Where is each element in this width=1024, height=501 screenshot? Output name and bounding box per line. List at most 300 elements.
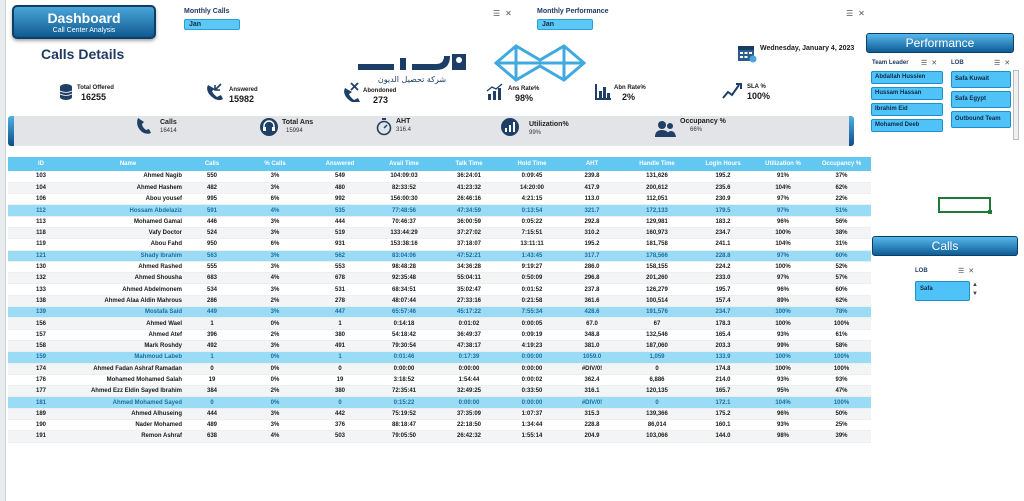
table-cell: Ahmed Atef <box>74 329 182 340</box>
table-cell: 104% <box>754 239 812 250</box>
table-cell: 230.9 <box>692 194 754 205</box>
table-cell: 296.8 <box>562 273 622 284</box>
table-row <box>8 397 871 408</box>
table-cell: 489 <box>182 420 242 431</box>
table-cell: 37:35:09 <box>436 408 502 419</box>
table-cell: 165.7 <box>692 386 754 397</box>
table-cell: 106 <box>8 194 74 205</box>
table-cell: 9:19:27 <box>502 261 562 272</box>
table-cell: 68:34:51 <box>372 284 436 295</box>
table-cell: 38% <box>812 227 871 238</box>
calls-lob-option[interactable]: Safa <box>915 281 970 301</box>
table-cell: 1059.0 <box>562 352 622 363</box>
table-cell: 156 <box>8 318 74 329</box>
table-cell: 531 <box>308 284 372 295</box>
table-cell: 0:21:58 <box>502 295 562 306</box>
kpi-sla <box>747 84 770 101</box>
table-cell: 82:33:52 <box>372 182 436 193</box>
table-cell: 1:55:14 <box>502 431 562 442</box>
table-cell: 562 <box>308 250 372 261</box>
table-cell: 0:00:00 <box>502 363 562 374</box>
table-cell: 3% <box>242 216 308 227</box>
table-cell: 0:00:00 <box>372 363 436 374</box>
table-cell: 381.0 <box>562 340 622 351</box>
table-cell: Mahmoud Labeb <box>74 352 182 363</box>
table-cell: 0:33:50 <box>502 386 562 397</box>
table-cell: 19 <box>182 374 242 385</box>
table-cell: 104% <box>754 397 812 408</box>
table-cell: 97% <box>754 273 812 284</box>
table-cell: 1,059 <box>622 352 692 363</box>
table-cell: 535 <box>308 205 372 216</box>
table-cell: 27:33:16 <box>436 295 502 306</box>
table-cell: Vafy Doctor <box>74 227 182 238</box>
table-cell: 67.0 <box>562 318 622 329</box>
table-cell: 189 <box>8 408 74 419</box>
table-cell: 449 <box>182 307 242 318</box>
table-cell: 237.8 <box>562 284 622 295</box>
monthly-calls-filter-tools[interactable]: ☰✕ <box>493 9 517 18</box>
table-cell: 0% <box>242 363 308 374</box>
table-cell: 70:46:37 <box>372 216 436 227</box>
kpi-value: 15982 <box>229 94 255 104</box>
table-cell: 0:09:45 <box>502 171 562 182</box>
table-cell: 133.9 <box>692 352 754 363</box>
table-row <box>8 363 871 374</box>
table-cell: 0:00:00 <box>502 397 562 408</box>
column-header: ID <box>8 157 74 171</box>
table-cell: 447 <box>308 307 372 318</box>
report-date: Wednesday, January 4, 2023 <box>760 45 855 52</box>
table-cell: Ahmed Rashed <box>74 261 182 272</box>
table-cell: 31% <box>812 239 871 250</box>
table-row <box>8 171 871 182</box>
table-cell: 181 <box>8 397 74 408</box>
table-cell: 104:09:03 <box>372 171 436 182</box>
table-cell: 103,066 <box>622 431 692 442</box>
chart-bars-icon <box>594 82 612 101</box>
lob-option[interactable]: Outbound Team <box>951 111 1011 128</box>
table-cell: 0% <box>242 374 308 385</box>
table-cell: 2% <box>242 386 308 397</box>
table-cell: 278 <box>308 295 372 306</box>
table-cell: 139 <box>8 307 74 318</box>
table-cell: 158,155 <box>622 261 692 272</box>
company-logo-arabic <box>352 46 472 88</box>
table-cell: 286 <box>182 295 242 306</box>
table-cell: 104% <box>754 182 812 193</box>
table-cell: 233.0 <box>692 273 754 284</box>
table-cell: 126,279 <box>622 284 692 295</box>
trend-line-icon <box>722 82 744 100</box>
fill-handle[interactable] <box>988 210 992 214</box>
table-cell: 172,133 <box>622 205 692 216</box>
table-cell: 550 <box>182 171 242 182</box>
band-value: 16414 <box>160 128 177 134</box>
table-row <box>8 261 871 272</box>
lob-filter-tools[interactable]: ☰✕ <box>994 60 1015 67</box>
monthly-performance-filter-tools[interactable]: ☰✕ <box>846 9 870 18</box>
table-cell: 75:19:52 <box>372 408 436 419</box>
table-cell: 138 <box>8 295 74 306</box>
table-cell: 47:38:17 <box>436 340 502 351</box>
band-value: 316.4 <box>396 127 412 133</box>
table-cell: 72:35:41 <box>372 386 436 397</box>
table-cell: 112 <box>8 205 74 216</box>
column-header: Occupancy % <box>812 157 871 171</box>
table-cell: 45:17:22 <box>436 307 502 318</box>
table-cell: 36:24:01 <box>436 171 502 182</box>
table-cell: 100% <box>812 318 871 329</box>
kpi-value: 2% <box>622 92 636 102</box>
table-cell: Ahmed Alaa Aldin Mahrous <box>74 295 182 306</box>
kpi-label: Abondoned <box>363 88 397 94</box>
table-row <box>8 386 871 397</box>
table-cell: Ahmed Nagib <box>74 171 182 182</box>
table-cell: 224.2 <box>692 261 754 272</box>
database-icon <box>60 84 72 100</box>
table-cell: 37% <box>812 171 871 182</box>
table-cell: 56% <box>812 216 871 227</box>
table-cell: 93% <box>754 329 812 340</box>
table-cell: 200,612 <box>622 182 692 193</box>
table-cell: 47% <box>812 386 871 397</box>
table-cell: 98% <box>754 431 812 442</box>
table-cell: 524 <box>182 227 242 238</box>
table-cell: 348.8 <box>562 329 622 340</box>
table-cell: 234.7 <box>692 227 754 238</box>
table-cell: 51% <box>812 205 871 216</box>
table-cell: 179.5 <box>692 205 754 216</box>
table-row <box>8 374 871 385</box>
table-cell: 3% <box>242 340 308 351</box>
kpi-total-offered <box>77 85 114 102</box>
table-cell: Ahmed Wael <box>74 318 182 329</box>
table-cell: 190 <box>8 420 74 431</box>
logo-tagline: شركة تحصيل الديون <box>377 75 447 84</box>
table-cell: 26:42:32 <box>436 431 502 442</box>
table-cell: 6,886 <box>622 374 692 385</box>
table-cell: 139,366 <box>622 408 692 419</box>
table-cell: 4:21:15 <box>502 194 562 205</box>
table-cell: 14:20:00 <box>502 182 562 193</box>
band-label: Utilization% <box>529 121 569 128</box>
table-cell: 65:57:46 <box>372 307 436 318</box>
table-cell: 96% <box>754 284 812 295</box>
table-cell: 555 <box>182 261 242 272</box>
table-cell: 103 <box>8 171 74 182</box>
band-value: 99% <box>529 130 542 136</box>
table-cell: 100,514 <box>622 295 692 306</box>
table-cell: 362.4 <box>562 374 622 385</box>
table-cell: 160.1 <box>692 420 754 431</box>
table-row <box>8 408 871 419</box>
team-leader-option[interactable]: Ibrahim Eid <box>871 103 943 116</box>
table-cell: 203.3 <box>692 340 754 351</box>
table-cell: Ahmed Abdelmonem <box>74 284 182 295</box>
table-cell: 61% <box>812 329 871 340</box>
table-cell: 239.8 <box>562 171 622 182</box>
table-cell: 0 <box>182 397 242 408</box>
table-cell: 78% <box>812 307 871 318</box>
table-cell: 98:48:28 <box>372 261 436 272</box>
table-cell: Hossam Abdelaziz <box>74 205 182 216</box>
table-cell: 0:00:02 <box>502 374 562 385</box>
kpi-abondoned <box>363 88 396 105</box>
table-cell: 0:00:00 <box>436 397 502 408</box>
selected-cell[interactable] <box>938 197 991 213</box>
table-cell: 317.7 <box>562 250 622 261</box>
table-cell: 683 <box>182 273 242 284</box>
table-cell: 177 <box>8 386 74 397</box>
performance-title: Performance <box>866 33 1014 53</box>
table-cell: 228.8 <box>692 250 754 261</box>
table-cell: 89% <box>754 295 812 306</box>
table-cell: 376 <box>308 420 372 431</box>
table-cell: 165.4 <box>692 329 754 340</box>
summary-band-cap-right <box>849 116 854 146</box>
table-cell: 950 <box>182 239 242 250</box>
table-cell: 97% <box>754 250 812 261</box>
monthly-performance-slicer[interactable]: Jan <box>537 19 593 30</box>
table-cell: 58% <box>812 340 871 351</box>
lob-scrollbar[interactable] <box>1013 70 1019 140</box>
table-row <box>8 216 871 227</box>
table-cell: 321.7 <box>562 205 622 216</box>
team-leader-filter-tools[interactable]: ☰✕ <box>921 60 942 67</box>
table-cell: 195.7 <box>692 284 754 295</box>
table-cell: Shady Ibrahim <box>74 250 182 261</box>
table-cell: 79:30:54 <box>372 340 436 351</box>
column-header: % Calls <box>242 157 308 171</box>
users-icon <box>654 120 676 138</box>
table-cell: 384 <box>182 386 242 397</box>
table-cell: 491 <box>308 340 372 351</box>
table-cell: 130 <box>8 261 74 272</box>
column-header: Name <box>74 157 182 171</box>
table-cell: 3% <box>242 284 308 295</box>
table-cell: 316.1 <box>562 386 622 397</box>
table-cell: 22:18:50 <box>436 420 502 431</box>
calls-details-table <box>8 157 871 443</box>
table-cell: 153:38:16 <box>372 239 436 250</box>
kpi-label: SLA % <box>747 84 766 90</box>
table-cell: 992 <box>308 194 372 205</box>
table-cell: 1:34:44 <box>502 420 562 431</box>
table-row <box>8 284 871 295</box>
band-label: Calls <box>160 119 177 126</box>
table-cell: 1 <box>182 352 242 363</box>
dashboard-title-box <box>12 5 156 39</box>
table-cell: 7:55:34 <box>502 307 562 318</box>
table-cell: 174.8 <box>692 363 754 374</box>
column-header: AHT <box>562 157 622 171</box>
table-cell: Remon Ashraf <box>74 431 182 442</box>
table-cell: 0 <box>308 397 372 408</box>
table-cell: 95% <box>754 386 812 397</box>
table-cell: 97% <box>754 205 812 216</box>
table-cell: 92:35:48 <box>372 273 436 284</box>
table-cell: 178.3 <box>692 318 754 329</box>
table-cell: 0:50:09 <box>502 273 562 284</box>
team-leader-option[interactable]: Abdallah Hussien <box>871 71 943 84</box>
table-cell: 1 <box>182 318 242 329</box>
table-cell: 563 <box>182 250 242 261</box>
table-cell: 104 <box>8 182 74 193</box>
table-cell: 0% <box>242 397 308 408</box>
table-cell: 292.8 <box>562 216 622 227</box>
table-cell: 60% <box>812 250 871 261</box>
table-cell: 100% <box>754 227 812 238</box>
table-cell: 113 <box>8 216 74 227</box>
table-cell: 0:05:22 <box>502 216 562 227</box>
table-cell: 0:01:02 <box>436 318 502 329</box>
table-cell: 100% <box>754 307 812 318</box>
table-cell: 62% <box>812 295 871 306</box>
table-cell: 157.4 <box>692 295 754 306</box>
table-cell: 34:36:28 <box>436 261 502 272</box>
table-cell: Ahmed Hashem <box>74 182 182 193</box>
dashboard-subtitle: Call Center Analysis <box>52 27 116 34</box>
table-cell: 113.0 <box>562 194 622 205</box>
table-cell: 156:00:30 <box>372 194 436 205</box>
monthly-performance-label: Monthly Performance <box>537 8 609 15</box>
table-cell: 7:15:51 <box>502 227 562 238</box>
table-cell: 2% <box>242 329 308 340</box>
calls-lob-scroll-arrows[interactable]: ▲ ▼ <box>972 282 978 297</box>
table-row <box>8 431 871 442</box>
team-leader-option[interactable]: Hussam Hassan <box>871 87 943 100</box>
table-cell: 3% <box>242 420 308 431</box>
table-cell: 52% <box>812 261 871 272</box>
band-label: Occupancy % <box>680 118 726 125</box>
table-cell: 50% <box>812 408 871 419</box>
table-cell: 492 <box>182 340 242 351</box>
table-cell: 482 <box>182 182 242 193</box>
table-cell: 241.1 <box>692 239 754 250</box>
table-cell: 380 <box>308 329 372 340</box>
table-cell: 235.6 <box>692 182 754 193</box>
table-cell: 553 <box>308 261 372 272</box>
table-cell: 0:14:18 <box>372 318 436 329</box>
team-leader-label: Team Leader <box>872 60 909 66</box>
table-cell: 1:54:44 <box>436 374 502 385</box>
table-cell: 286.0 <box>562 261 622 272</box>
table-cell: 100% <box>754 261 812 272</box>
table-cell: 100% <box>754 318 812 329</box>
table-cell: 0 <box>182 363 242 374</box>
table-cell: 444 <box>308 216 372 227</box>
table-cell: 159 <box>8 352 74 363</box>
table-cell: 32:49:25 <box>436 386 502 397</box>
table-cell: 181,758 <box>622 239 692 250</box>
table-cell: 480 <box>308 182 372 193</box>
table-cell: 1 <box>308 352 372 363</box>
table-cell: 0% <box>242 318 308 329</box>
table-cell: 1 <box>308 318 372 329</box>
column-header: Talk Time <box>436 157 502 171</box>
table-cell: 22% <box>812 194 871 205</box>
table-row <box>8 194 871 205</box>
table-row <box>8 340 871 351</box>
calendar-icon <box>737 43 757 63</box>
table-cell: 3% <box>242 171 308 182</box>
table-cell: 93% <box>754 420 812 431</box>
table-cell: #DIV/0! <box>562 397 622 408</box>
chart-up-icon <box>486 83 504 101</box>
band-occupancy <box>680 118 726 133</box>
monthly-calls-slicer[interactable]: Jan <box>184 19 240 30</box>
table-cell: 118 <box>8 227 74 238</box>
table-cell: 3% <box>242 182 308 193</box>
band-calls <box>160 119 177 134</box>
table-cell: 0:09:19 <box>502 329 562 340</box>
table-cell: 129,981 <box>622 216 692 227</box>
summary-band-cap-left <box>8 116 14 146</box>
lob-option[interactable]: Safa Egypt <box>951 91 1011 108</box>
table-cell: 396 <box>182 329 242 340</box>
table-cell: 0:13:54 <box>502 205 562 216</box>
table-cell: 79:05:50 <box>372 431 436 442</box>
table-cell: 176 <box>8 374 74 385</box>
team-leader-option[interactable]: Mohamed Deeb <box>871 119 943 132</box>
table-cell: Abou Fahd <box>74 239 182 250</box>
calls-lob-filter-tools[interactable]: ☰✕ <box>958 268 979 275</box>
lob-option[interactable]: Safa Kuwait <box>951 71 1011 88</box>
column-header: Avail Time <box>372 157 436 171</box>
table-cell: Ahmed Shousha <box>74 273 182 284</box>
table-cell: Mostafa Said <box>74 307 182 318</box>
table-cell: 995 <box>182 194 242 205</box>
kpi-label: Abn Rate% <box>614 85 646 91</box>
dashboard-title: Dashboard <box>47 10 121 26</box>
headset-icon <box>259 117 279 137</box>
kpi-label: Total Offered <box>77 85 114 91</box>
table-cell: 0% <box>242 352 308 363</box>
table-cell: 96% <box>754 216 812 227</box>
table-cell: 4:19:23 <box>502 340 562 351</box>
column-header: Utilization % <box>754 157 812 171</box>
table-cell: 36:00:59 <box>436 216 502 227</box>
column-header: Hold Time <box>502 157 562 171</box>
table-cell: 6% <box>242 194 308 205</box>
phone-icon <box>136 117 152 135</box>
kpi-value: 98% <box>515 93 534 103</box>
table-cell: 187,060 <box>622 340 692 351</box>
table-cell: 4% <box>242 205 308 216</box>
table-cell: 6% <box>242 239 308 250</box>
table-row <box>8 227 871 238</box>
table-cell: 638 <box>182 431 242 442</box>
table-cell: 446 <box>182 216 242 227</box>
table-cell: Ahmed Fadan Ashraf Ramadan <box>74 363 182 374</box>
band-aht <box>396 118 411 133</box>
lob-label: LOB <box>951 60 964 66</box>
table-cell: 503 <box>308 431 372 442</box>
table-cell: 519 <box>308 227 372 238</box>
table-cell: 54:18:42 <box>372 329 436 340</box>
table-cell: 0:00:00 <box>436 363 502 374</box>
table-cell: 3% <box>242 261 308 272</box>
table-cell: 183.2 <box>692 216 754 227</box>
stopwatch-icon <box>376 118 392 136</box>
table-cell: 100% <box>812 363 871 374</box>
table-cell: 55:04:11 <box>436 273 502 284</box>
table-cell: 1:43:45 <box>502 250 562 261</box>
table-cell: 132 <box>8 273 74 284</box>
table-cell: 19 <box>308 374 372 385</box>
table-cell: 204.9 <box>562 431 622 442</box>
